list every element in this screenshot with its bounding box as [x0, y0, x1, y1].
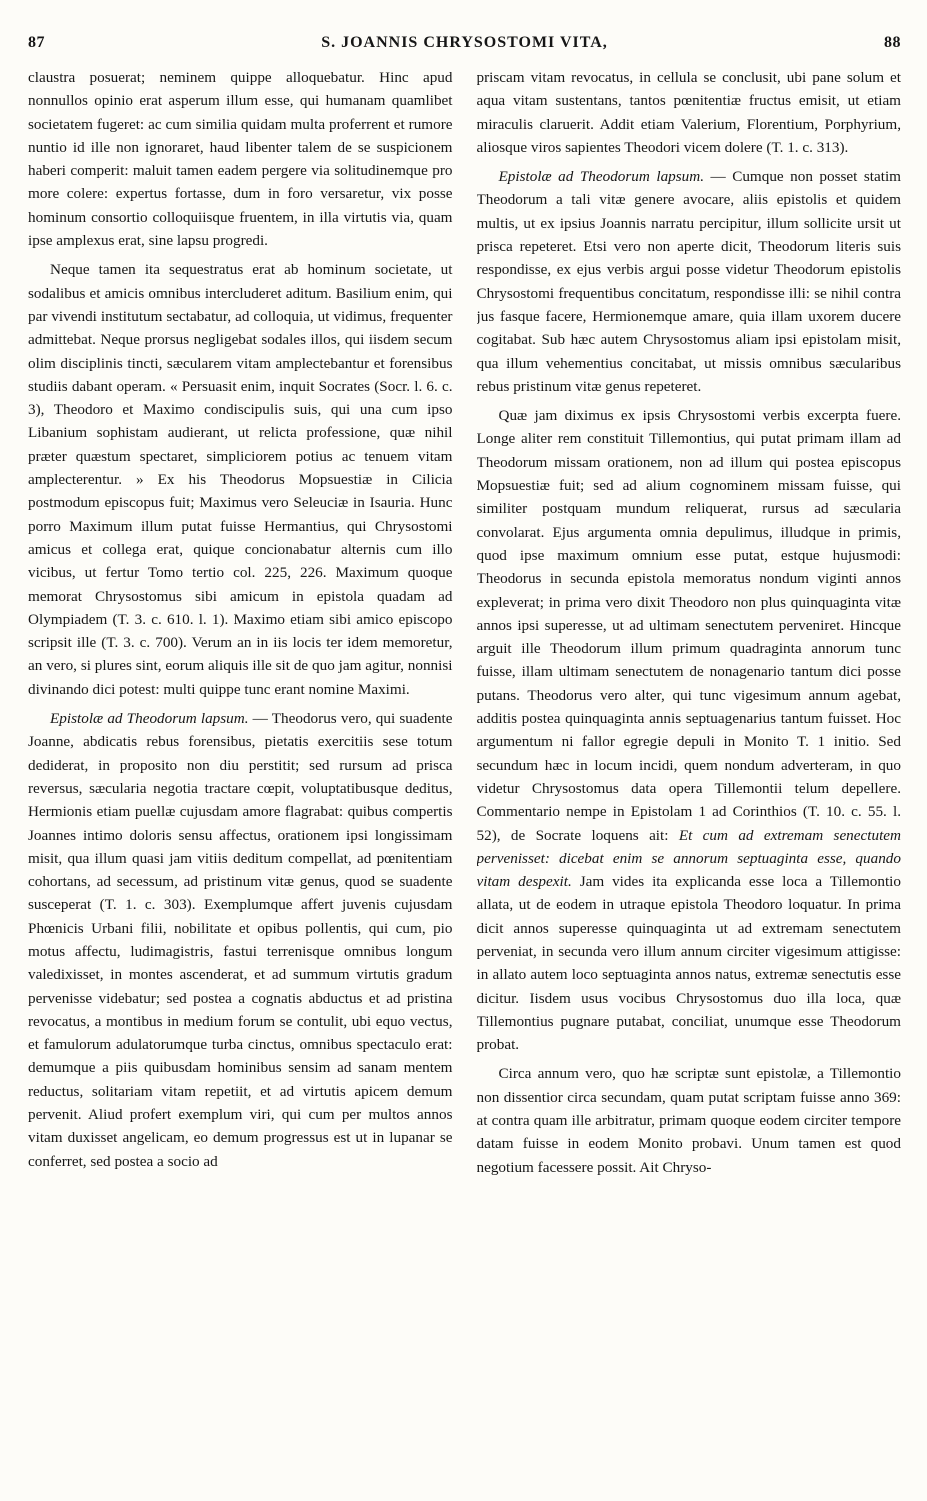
- paragraph: [28, 707, 453, 1173]
- paragraph-text: — Theodorus vero, qui suadente Joanne, abdicatis rebus forensibus, pietatis exercitiis sese totum dediderat, in proposito non diu perstitit; sed rursum ad prisca reversus, sæcularia negotia tractare cœpit, voluptatibusque deditus, Hermionis etiam puellæ cujusdam amore flagrabat: quibus compertis Joannes intimo doloris sensu affectus, orationem ipsi longissimam misit, qua illum quasi jam vitiis deditum compellat, ad pœnitentiam cohortans, ad secessum, ad pristinum vitæ genus, quod se suadente susceperat (T. 1. c. 303). Exemplumque affert juvenis cujusdam Phœnicis Urbani filii, nobilitate et opibus pollentis, qui cum, pio motus affectu, ludimagistris, fastui terrenisque omnibus longum valedixisset, in montes ascenderat, et ad summum virtutis gradum pervenisse videbatur; sed postea a cognatis abductus et ad pristina revocatus, a montibus in medium forum se contulit, ubi equo vectus, et famulorum adulatorumque turba cinctus, omnibus spectaculo erat: demumque a piis quibusdam hominibus sensim ad sanam mentem reductus, solitariam vitam repetiit, et ad virtutis apicem demum pervenit. Aliud profert exemplum viri, qui cum per multos annos vitam duxisset angelicam, eo demum progressus est ut in lupanar se conferret, sed postea a socio ad: [28, 710, 453, 1170]
- right-column: [477, 66, 902, 1485]
- paragraph-text: — Cumque non posset statim Theodorum a tali vitæ genere avocare, aliis epistolis et quidem multis, ut ex ipsius Joannis narratu percipitur, illum sollicite ursit ut prisca repeteret. Etsi vero non aperte dicit, Theodorum literis suis respondisse, ex ejus verbis argui posse videtur Theodorum epistolis Chrysostomi frequentibus concitatum, respondisse illi: se nihil contra jus fasque facere, Hermionemque amare, quia illam uxorem ducere cogitabat. Sub hæc autem Chrysostomus aliam ipsi epistolam misit, qua illum vehementius concitabat, ut missis omnibus sæcularibus rebus pristinum vitæ genus repeteret.: [476, 168, 901, 395]
- paragraph: [477, 165, 902, 398]
- running-header: [28, 34, 901, 56]
- paragraph: Neque tamen ita sequestratus erat ab hominum societate, ut sodalibus et amicis omnibus intercluderet aditum. Basilium enim, qui par vivendi institutum sectabatur, ad colloquia, ut vidimus, frequenter admittebat. Neque prorsus negligebat sodales illos, qui iisdem secum olim disciplinis tincti, sæcularem vitam amplectebantur et forensibus studiis dabant operam. « Persuasit enim, inquit Socrates (Socr. l. 6. c. 3), Theodoro et Maximo condiscipulis suis, qui una cum ipso Libanium sophistam audierant, ut relicta professione, quæ nihil præter quæstum spectaret, simpliciorem potius ac tenuem vitam amplecterentur. » Ex his Theodorus Mopsuestiæ in Cilicia postmodum episcopus fuit; Maximus vero Seleuciæ in Isauria. Hunc porro Maximum illum putat fuisse Hermantius, qui Chrysostomi amicus et collega erat, quique concionabatur alternis cum illo vicibus, ut fertur Tomo tertio col. 225, 226. Maximum quoque memorat Chrysostomus sibi amicum in epistola quadam ad Olympiadem (T. 3. c. 610. l. 1). Maximo etiam sibi amico episcopo scripsit ille (T. 3. c. 700). Verum an in iis locis ter idem memoretur, an vero, si plures sint, eorum aliquis ille sit de quo jam agitur, nonnisi divinando dici potest: multi quippe tunc erant nomine Maximi.: [28, 261, 453, 698]
- paragraph: priscam vitam revocatus, in cellula se conclusit, ubi pane solum et aqua vitam sustentans, tantos pœnitentiæ fructus emisit, ut etiam miraculis claruerit. Addit etiam Valerium, Florentium, Porphyrium, aliosque viros sapientes Theodori vicem dolere (T. 1. c. 313).: [476, 69, 901, 156]
- paragraph: Circa annum vero, quo hæ scriptæ sunt epistolæ, a Tillemontio non dissentior circa secundam, quam putat scriptam fuisse anno 369: at contra quam ille arbitratur, primam quoque eodem circiter tempore datam fuisse in eodem Monito probavi. Unum tamen est quod negotium facessere possit. Ait Chryso-: [476, 1065, 901, 1176]
- left-page-number: 87: [28, 34, 45, 51]
- paragraph: claustra posuerat; neminem quippe alloquebatur. Hinc apud nonnullos opinio erat asperum illum esse, qui humanam quamlibet societatem fugeret: ac cum similia quidam multa proferrent et rumore nuntio id ille non ignoraret, haud libenter talem de se suspicionem haberi comperit: maluit tamen eadem pergere via solitudinemque pro more colere: expertus fortasse, dum in foro versaretur, vix posse hominum consortio colloquiisque fruentem, in illa virtutis via, quam ipse amplexus erat, sine lapsu progredi.: [28, 69, 453, 250]
- left-column: [28, 66, 453, 1485]
- section-heading: Epistolæ ad Theodorum lapsum.: [50, 710, 249, 728]
- paragraph: [477, 404, 902, 1056]
- right-page-number: 88: [883, 34, 901, 51]
- quotation: Et cum ad extremam senectutem pervenisset: dicebat enim se annorum septuaginta esse, quando vitam despexit.: [476, 826, 901, 891]
- section-heading: Epistolæ ad Theodorum lapsum.: [498, 168, 705, 186]
- paragraph-text: Quæ jam diximus ex ipsis Chrysostomi verbis excerpta fuere. Longe aliter rem constituit Tillemontius, qui putat primam illam ad Theodorum missam orationem, non ad illum qui postea episcopus Mopsuestiæ fuit; sed ad alium cognominem missam fuisse, qui similiter postquam mundum reliquerat, rursus ad sæcularia convolarat. Ejus argumenta omnia depulimus, illudque in primis, quod ipse maximum omnium esse putat, estque hujusmodi: Theodorus in secunda epistola memoratus nondum viginti annos expleverat; in prima vero dixit Theodoro non plus quinquaginta vitæ annos ipsi superesse, ut ad ultimam senectutem perveniret. Hincque arguit ille Theodorum illum primum quadraginta annorum tunc fuisse, illam ultimam senectutem de nonagenario tantum dici posse putans. Theodorus vero alter, qui tunc vigesimum annum agebat, additis postea quinquaginta annis septuagenarius tantum fuisset. Hoc argumentum ni fallor egregie depuli in Monito T. 1 initio. Sed secundum hæc in locum incidi, quem nondum adverteram, in quo videtur Chrysostomus data opera Tillemontii telum depellere. Commentario nempe in Epistolam 1 ad Corinthios (T. 10. c. 55. l. 52), de Socrate loquens ait:: [476, 407, 901, 844]
- text-columns: [28, 66, 901, 1485]
- running-title: S. JOANNIS CHRYSOSTOMI VITA,: [321, 34, 608, 51]
- paragraph-text: Jam vides ita explicanda esse loca a Tillemontio allata, ut de eodem in utraque epistola Theodoro loquatur. In prima dicit annos superesse quinquaginta ut ad extremam senectutem perveniat, in secunda vero illum annum circiter vigesimum attigisse: in allato autem loco septuaginta annos natus, extremæ senectutis esse dicitur. Iisdem usus vocibus Chrysostomus duo illa loca, quæ Tillemontius pugnare putabat, conciliat, unumque esse Theodorum probat.: [476, 873, 901, 1054]
